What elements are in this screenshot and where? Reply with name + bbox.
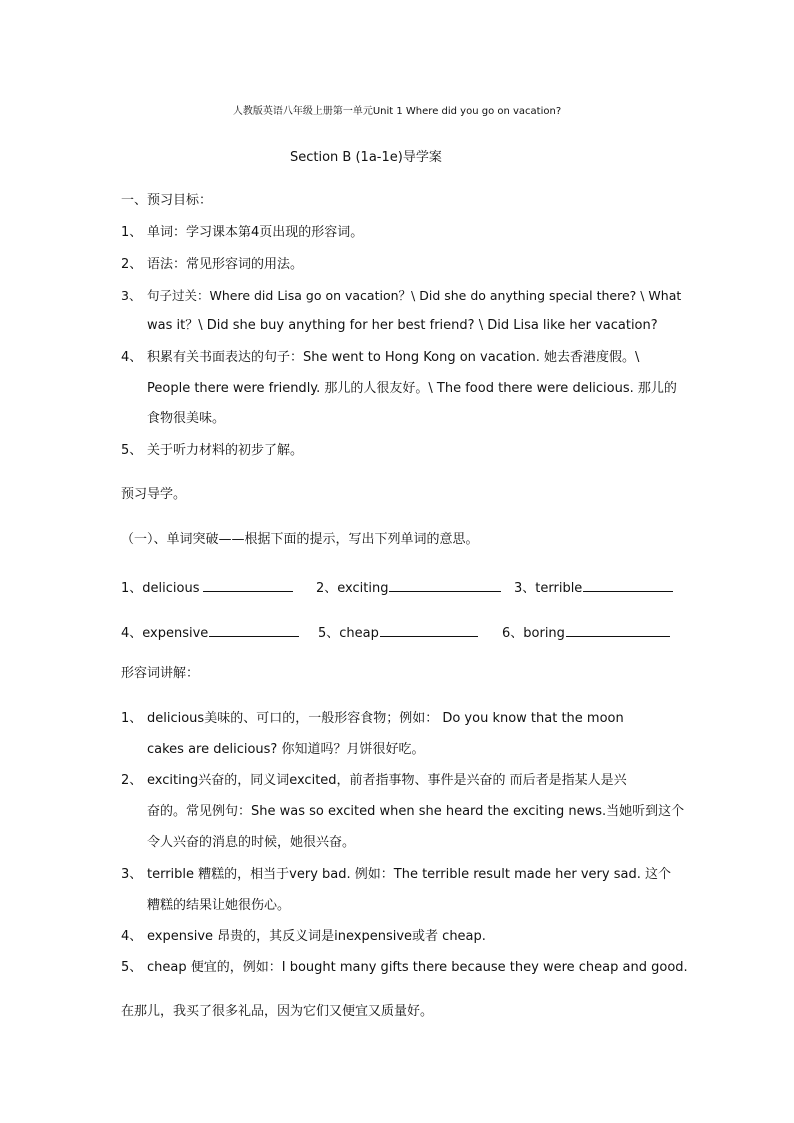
explain-number: 4、 — [121, 929, 143, 944]
explain-heading: 形容词讲解： — [121, 666, 200, 681]
answer-blank[interactable] — [203, 577, 293, 592]
answer-blank[interactable] — [209, 622, 299, 637]
answer-blank[interactable] — [389, 577, 501, 592]
goal-item-4 — [121, 349, 639, 367]
goal-item-4-continued: 食物很美味。 — [147, 411, 226, 426]
goal-number: 2、 — [121, 257, 143, 272]
explain-number: 5、 — [121, 960, 143, 975]
vocab-heading: （一）、单词突破——根据下面的提示，写出下列单词的意思。 — [121, 532, 479, 547]
goal-text: 句子过关：Where did Lisa go on vacation？\ Did she do anything special there? \ What — [147, 288, 682, 303]
explain-item-2-continued: 奋的。常见例句：She was so excited when she heard the exciting news.当她听到这个 — [147, 804, 685, 819]
goal-text: 关于听力材料的初步了解。 — [147, 443, 304, 458]
answer-blank[interactable] — [566, 622, 670, 637]
goal-item-3-continued: was it？\ Did she buy anything for her best friend? \ Did Lisa like her vacation? — [147, 318, 658, 333]
vocab-item-terrible — [514, 577, 673, 598]
vocab-word: 4、expensive — [121, 626, 209, 641]
explain-number: 1、 — [121, 711, 143, 726]
vocab-item-boring — [502, 622, 670, 643]
final-sentence: 在那儿，我买了很多礼品，因为它们又便宜又质量好。 — [121, 1004, 434, 1019]
goal-item-1 — [121, 224, 363, 242]
explain-text: delicious美味的、可口的，一般形容食物；例如： Do you know that the moon — [147, 711, 624, 726]
explain-number: 3、 — [121, 867, 143, 882]
vocab-word: 1、delicious — [121, 581, 200, 596]
explain-number: 2、 — [121, 773, 143, 788]
vocab-word: 2、exciting — [316, 581, 389, 596]
document-title: 人教版英语八年级上册第一单元Unit 1 Where did you go on vacation? — [232, 106, 562, 117]
goal-text: 单词：学习课本第4页出现的形容词。 — [147, 225, 364, 240]
goal-item-2 — [121, 256, 303, 274]
goals-heading: 一、预习目标： — [121, 193, 213, 208]
explain-item-1-continued: cakes are delicious? 你知道吗？月饼很好吃。 — [147, 742, 425, 757]
explain-item-1 — [121, 710, 624, 728]
preview-heading: 预习导学。 — [121, 487, 187, 502]
goal-item-3 — [121, 287, 681, 305]
vocab-item-cheap — [318, 622, 478, 643]
vocab-word: 3、terrible — [514, 581, 583, 596]
vocab-item-delicious — [121, 577, 293, 598]
vocab-word: 6、boring — [502, 626, 565, 641]
goal-item-4-continued: People there were friendly. 那儿的人很友好。\ The food there were delicious. 那儿的 — [147, 381, 677, 396]
vocab-word: 5、cheap — [318, 626, 379, 641]
goal-number: 1、 — [121, 225, 143, 240]
document-subtitle: Section B (1a-1e)导学案 — [290, 150, 442, 165]
explain-text: terrible 糟糕的，相当于very bad. 例如：The terrible result made her very sad. 这个 — [147, 867, 671, 882]
explain-text: exciting兴奋的，同义词excited，前者指事物、事件是兴奋的 而后者是指某人是兴 — [147, 773, 627, 788]
goal-item-5 — [121, 442, 303, 460]
vocab-item-exciting — [316, 577, 501, 598]
goal-text: 积累有关书面表达的句子：She went to Hong Kong on vacation. 她去香港度假。\ — [147, 350, 640, 365]
explain-text: cheap 便宜的，例如：I bought many gifts there because they were cheap and good. — [147, 960, 688, 975]
explain-item-2 — [121, 772, 627, 790]
goal-text: 语法：常见形容词的用法。 — [147, 257, 304, 272]
answer-blank[interactable] — [380, 622, 478, 637]
goal-number: 5、 — [121, 443, 143, 458]
explain-item-5 — [121, 959, 688, 977]
explain-item-3 — [121, 866, 671, 884]
explain-item-3-continued: 糟糕的结果让她很伤心。 — [147, 898, 291, 913]
goal-number: 4、 — [121, 350, 143, 365]
goal-number: 3、 — [121, 288, 142, 303]
answer-blank[interactable] — [583, 577, 673, 592]
explain-item-2-continued: 令人兴奋的消息的时候，她很兴奋。 — [147, 835, 356, 850]
vocab-item-expensive — [121, 622, 299, 643]
explain-item-4 — [121, 928, 486, 946]
explain-text: expensive 昂贵的，其反义词是inexpensive或者 cheap. — [147, 929, 486, 944]
